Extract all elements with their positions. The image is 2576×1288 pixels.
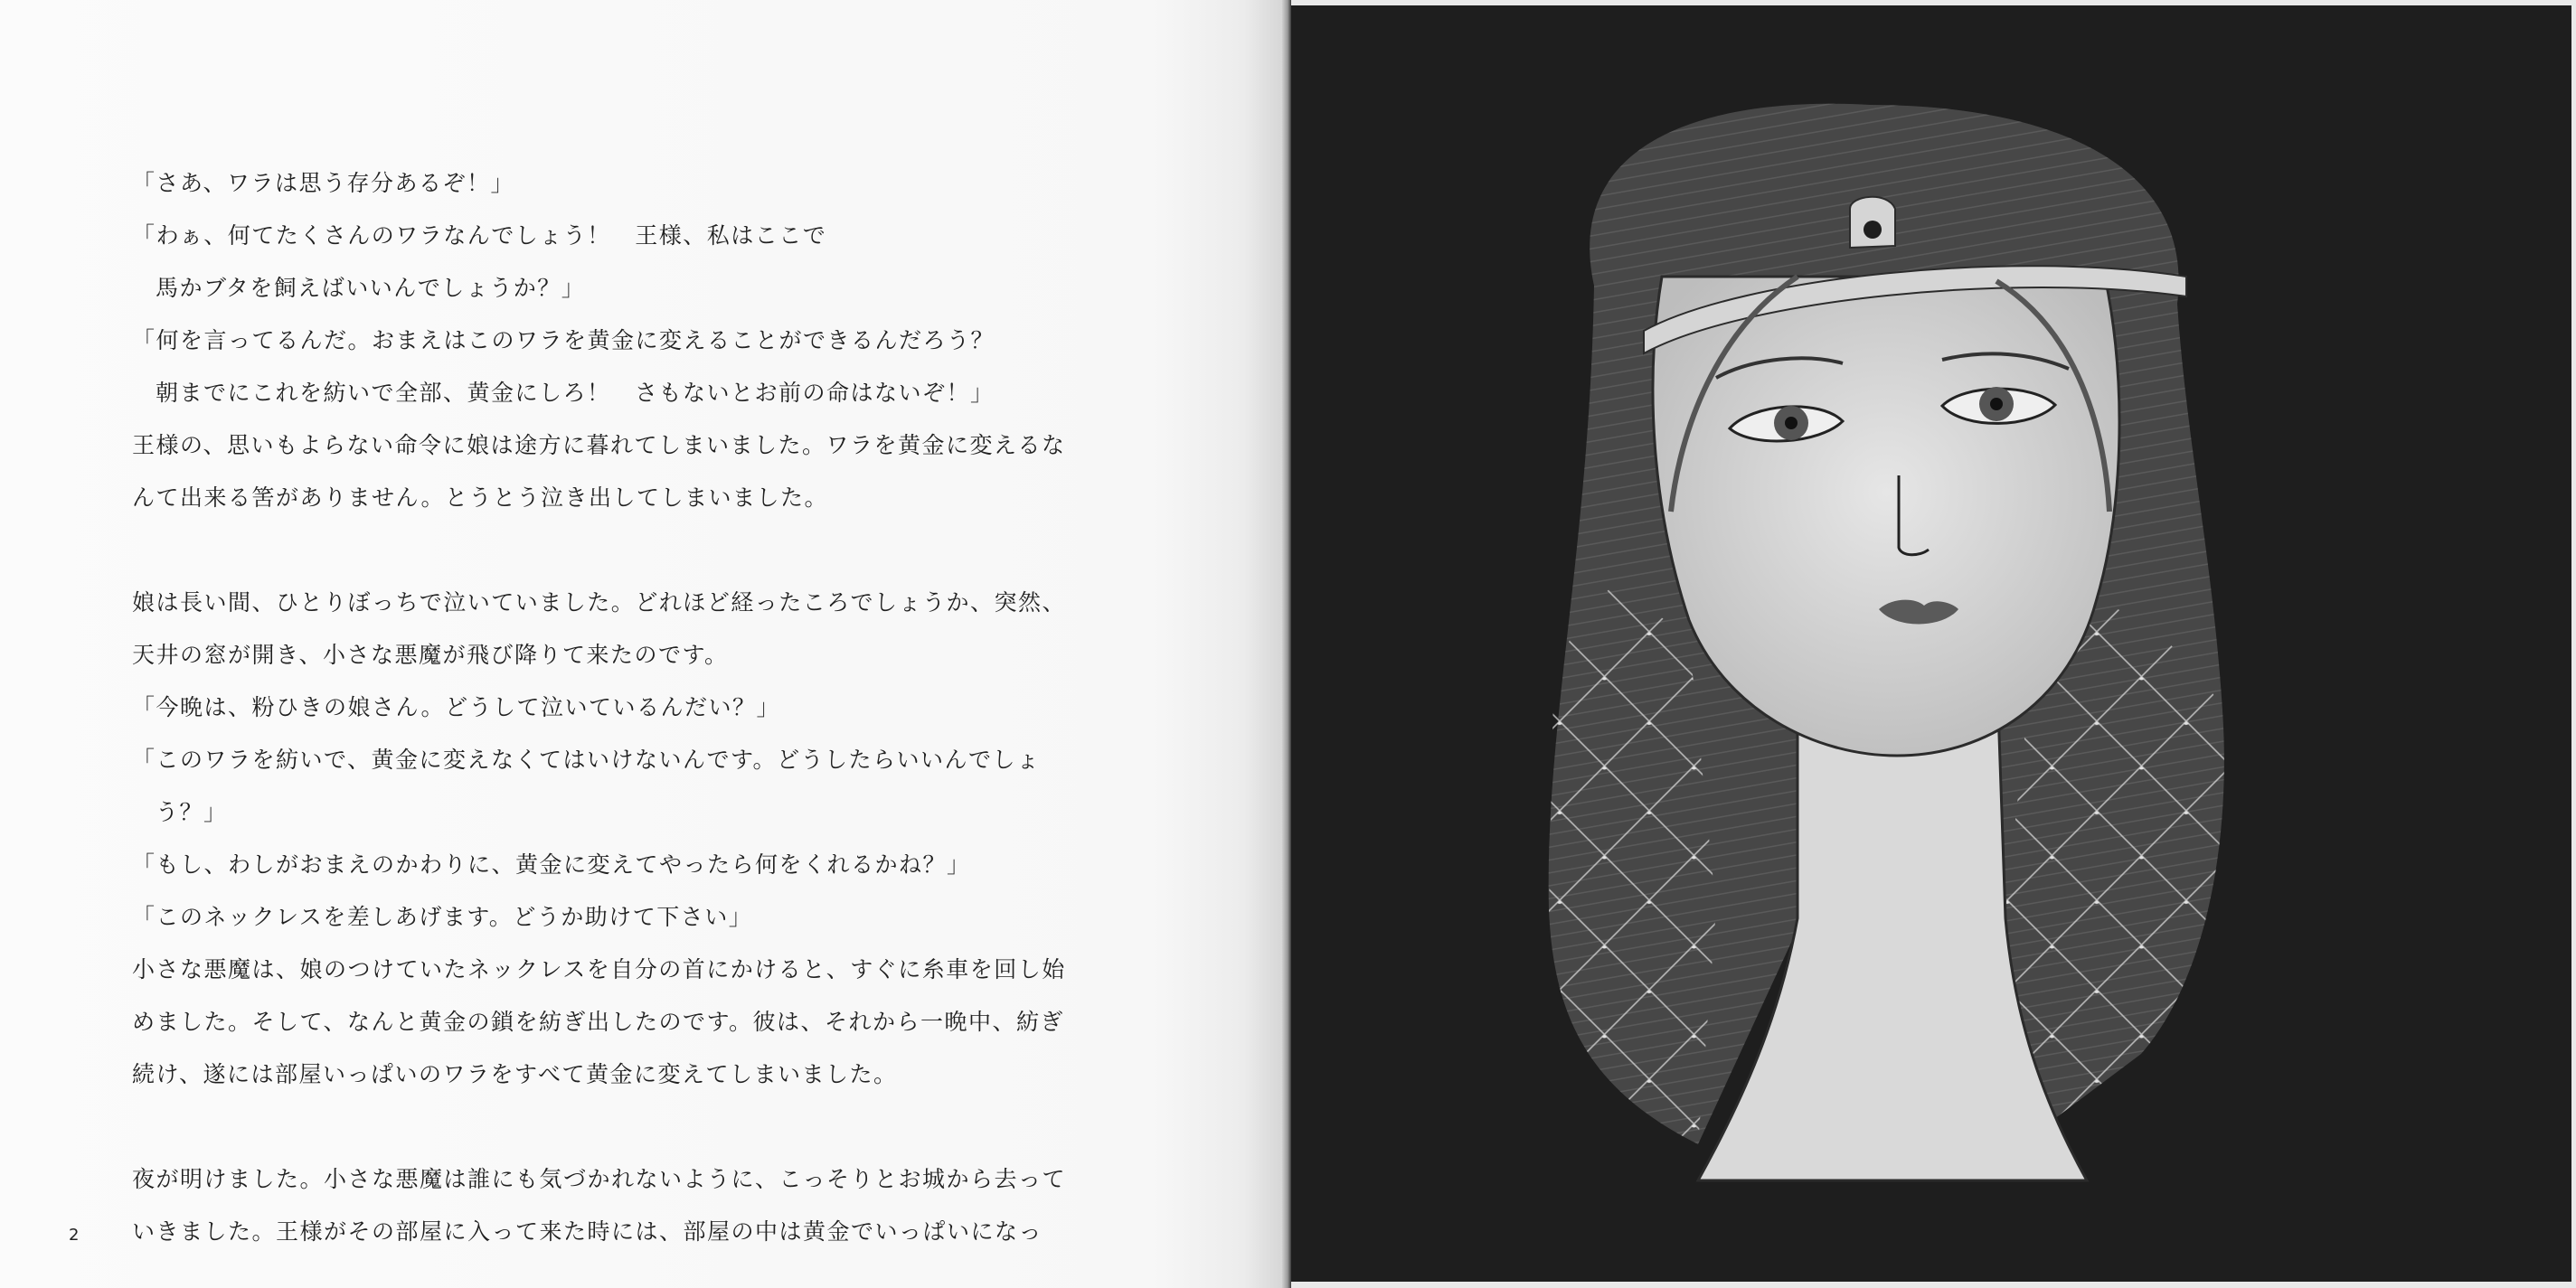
text-line: う？」 — [156, 799, 228, 825]
paragraph-gap — [132, 524, 1181, 577]
text-line: 「このネックレスを差しあげます。どうか助けて下さい」 — [132, 904, 753, 930]
portrait-illustration — [1291, 5, 2571, 1282]
text-line: 娘は長い間、ひとりぼっちで泣いていました。どれほど経ったころでしょうか、突然、 — [132, 589, 1067, 616]
page-number: 2 — [69, 1226, 80, 1245]
text-line: いきました。王様がその部屋に入って来た時には、部屋の中は黄金でいっぱいになっ — [132, 1218, 1043, 1245]
text-line: 小さな悪魔は、娘のつけていたネックレスを自分の首にかけると、すぐに糸車を回し始 — [132, 956, 1066, 982]
text-line: 「もし、わしがおまえのかわりに、黄金に変えてやったら何をくれるかね？」 — [132, 851, 971, 878]
text-line: 「このワラを紡いで、黄金に変えなくてはいけないんです。どうしたらいいんでしょ — [132, 747, 1041, 773]
story-text — [132, 157, 1181, 1258]
text-line: 「何を言ってるんだ。おまえはこのワラを黄金に変えることができるんだろう？ — [132, 327, 995, 353]
text-line: 馬かブタを飼えばいいんでしょうか？」 — [156, 275, 586, 301]
text-line: 「わぁ、何てたくさんのワラなんでしょう！ 王様、私はここで — [132, 222, 827, 249]
paragraph-gap — [132, 1101, 1181, 1153]
text-line: 朝までにこれを紡いで全部、黄金にしろ！ さもないとお前の命はないぞ！」 — [156, 380, 995, 406]
text-line: 「今晩は、粉ひきの娘さん。どうして泣いているんだい？」 — [132, 694, 781, 720]
text-line: めました。そして、なんと黄金の鎖を紡ぎ出したのです。彼は、それから一晩中、紡ぎ — [132, 1009, 1065, 1035]
text-line: んて出来る筈がありません。とうとう泣き出してしまいました。 — [132, 484, 829, 511]
text-line: 夜が明けました。小さな悪魔は誰にも気づかれないように、こっそりとお城から去って — [132, 1166, 1067, 1192]
text-line: 王様の、思いもよらない命令に娘は途方に暮れてしまいました。ワラを黄金に変えるな — [132, 432, 1066, 458]
left-page — [0, 0, 1282, 1288]
text-line: 続け、遂には部屋いっぱいのワラをすべて黄金に変えてしまいました。 — [132, 1061, 898, 1087]
text-line: 天井の窓が開き、小さな悪魔が飛び降りて来たのです。 — [132, 642, 729, 668]
right-page — [1291, 5, 2571, 1282]
text-line: 「さあ、ワラは思う存分あるぞ！」 — [132, 170, 515, 196]
book-gutter — [1282, 0, 1291, 1288]
